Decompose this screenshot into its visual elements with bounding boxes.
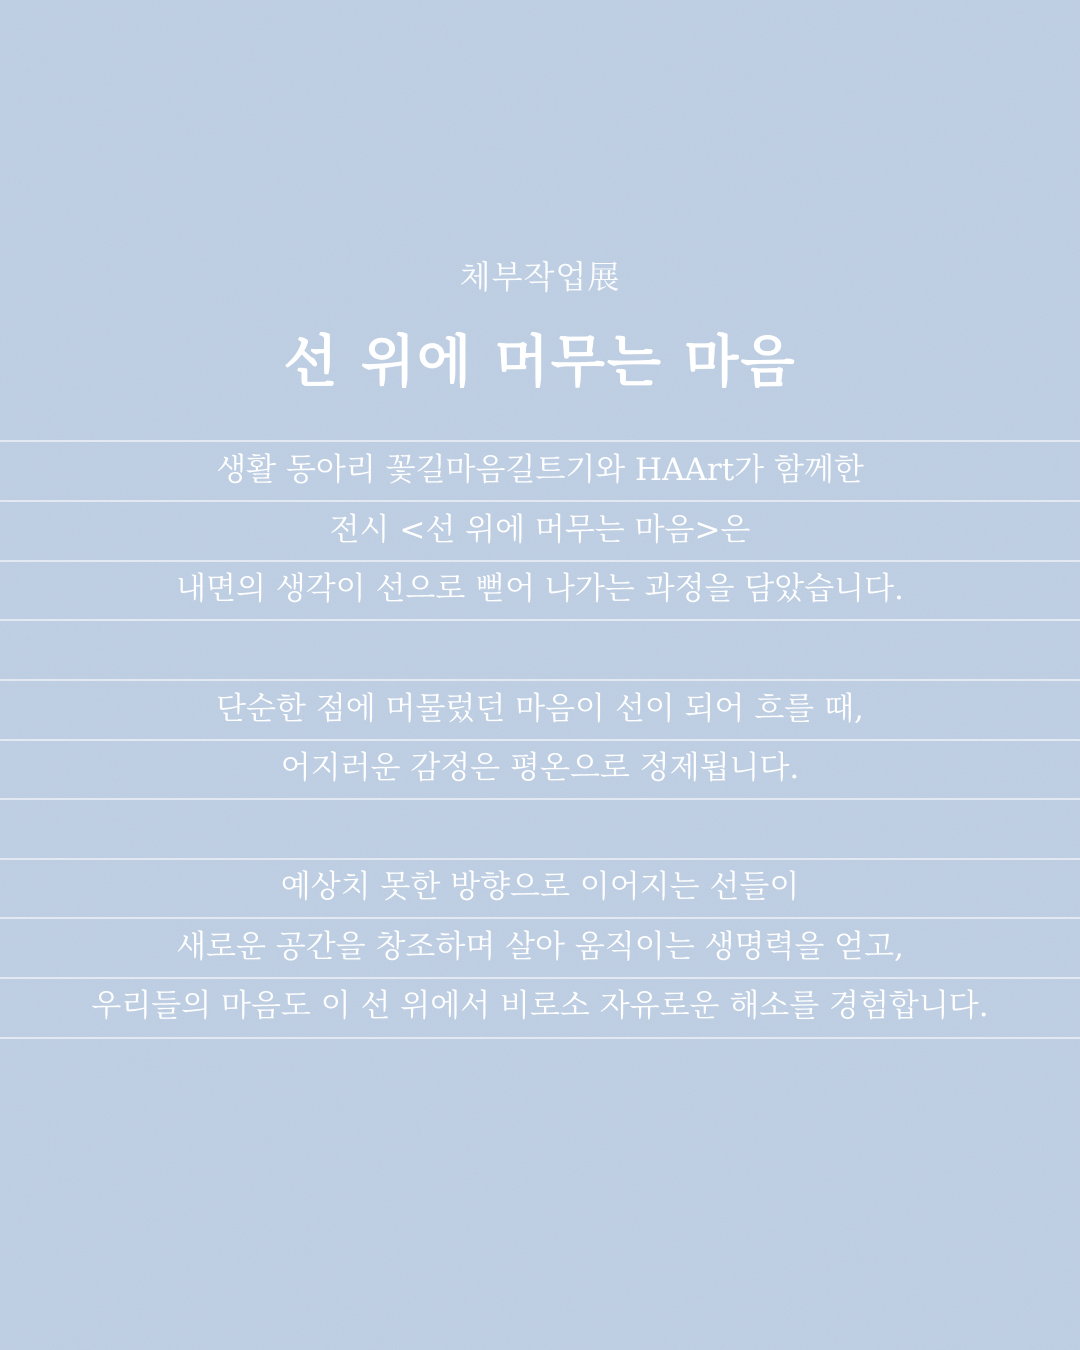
body-line-3: 내면의 생각이 선으로 뻗어 나가는 과정을 담았습니다. [176, 571, 904, 607]
ruled-line [0, 1037, 1080, 1039]
body-line-1: 생활 동아리 꽃길마음길트기와 HAArt가 함께한 [216, 452, 864, 488]
body-line-6: 예상치 못한 방향으로 이어지는 선들이 [280, 869, 800, 905]
body-line-8: 우리들의 마음도 이 선 위에서 비로소 자유로운 해소를 경험합니다. [91, 988, 989, 1024]
body-line-7: 새로운 공간을 창조하며 살아 움직이는 생명력을 얻고, [176, 929, 904, 965]
body-line-4: 단순한 점에 머물렀던 마음이 선이 되어 흐를 때, [216, 691, 864, 727]
ruled-line [0, 798, 1080, 800]
ruled-line [0, 619, 1080, 621]
exhibition-title: 선 위에 머무는 마음 [283, 329, 797, 395]
body-line-5: 어지러운 감정은 평온으로 정제됩니다. [280, 750, 800, 786]
exhibition-subtitle: 체부작업展 [459, 258, 621, 296]
body-line-2: 전시 <선 위에 머무는 마음>은 [329, 512, 751, 548]
